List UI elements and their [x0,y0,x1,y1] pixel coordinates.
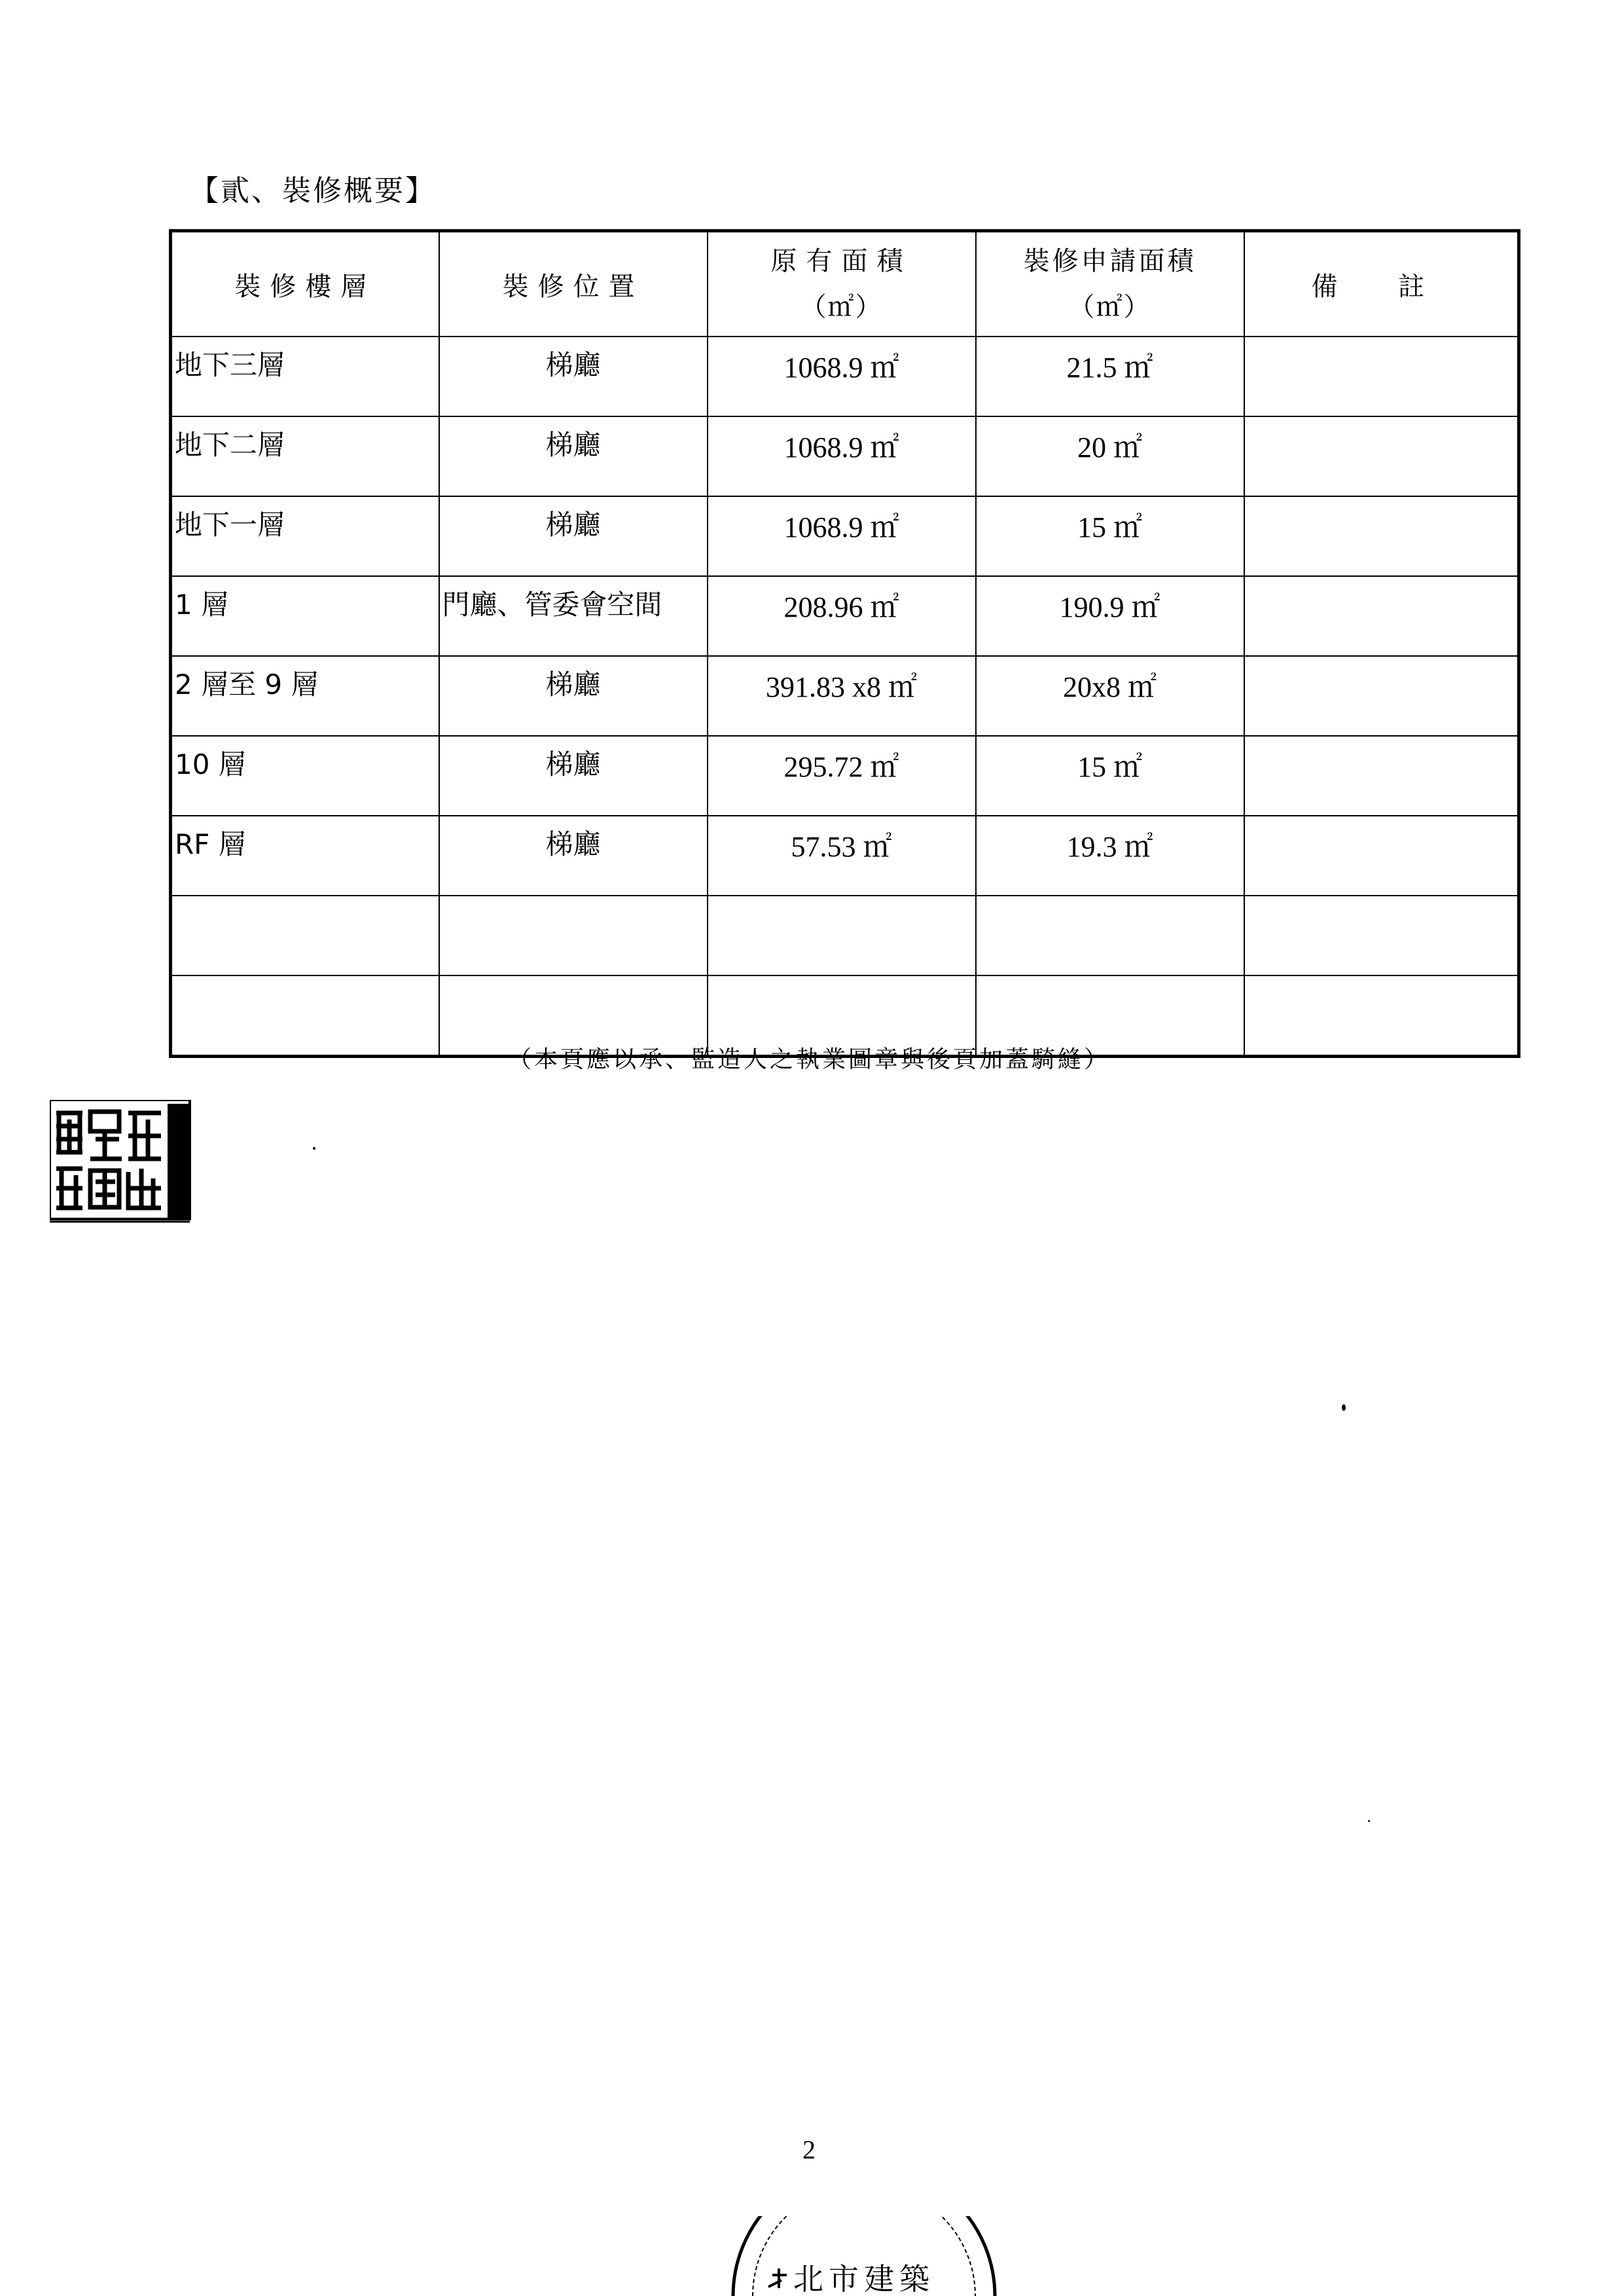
cell-remarks [1244,656,1519,736]
header-original-area-unit: （㎡） [800,292,883,322]
seal-text: 北市建築 [793,2261,935,2296]
cell-floor: 地下二層 [171,416,439,496]
cell-original-area: 57.53 ㎡ [708,816,976,896]
scan-speck [1368,1820,1370,1822]
cell-location: 梯廳 [439,736,708,816]
cell-remarks [1244,576,1519,656]
cell-empty [708,896,976,975]
cell-original-area: 1068.9 ㎡ [708,416,976,496]
cell-floor: RF 層 [171,816,439,896]
table-row [171,816,1519,896]
cell-remarks [1244,496,1519,576]
cell-location: 梯廳 [439,816,708,896]
scan-speck [313,1147,315,1150]
table-row [171,736,1519,816]
cell-location: 梯廳 [439,337,708,416]
cell-empty [171,896,439,975]
table-row [171,416,1519,496]
header-applied-area [976,231,1244,337]
cell-empty [1244,896,1519,975]
cell-floor: 10 層 [171,736,439,816]
table-header-row [171,231,1519,337]
cell-applied-area: 190.9 ㎡ [976,576,1244,656]
cell-original-area: 1068.9 ㎡ [708,496,976,576]
cell-original-area: 208.96 ㎡ [708,576,976,656]
header-location: 裝修位置 [439,231,708,337]
cell-applied-area: 21.5 ㎡ [976,337,1244,416]
table-row [171,337,1519,416]
cell-location: 梯廳 [439,416,708,496]
table-row [171,656,1519,736]
cell-applied-area: 19.3 ㎡ [976,816,1244,896]
cell-location: 門廳、管委會空間 [439,576,708,656]
cell-floor: 地下三層 [171,337,439,416]
page-number: 2 [802,2135,816,2164]
header-original-area [708,231,976,337]
cell-original-area: 295.72 ㎡ [708,736,976,816]
cell-remarks [1244,416,1519,496]
cell-empty [976,896,1244,975]
cell-floor: 2 層至 9 層 [171,656,439,736]
cell-applied-area: 15 ㎡ [976,496,1244,576]
header-applied-area-unit: （㎡） [1068,292,1151,322]
cell-location: 梯廳 [439,656,708,736]
cell-remarks [1244,816,1519,896]
header-remarks: 備 註 [1244,231,1519,337]
cell-remarks [1244,736,1519,816]
cell-original-area: 1068.9 ㎡ [708,337,976,416]
cell-applied-area: 20 ㎡ [976,416,1244,496]
cell-original-area: 391.83 x8 ㎡ [708,656,976,736]
scan-speck [1342,1404,1346,1411]
cell-location: 梯廳 [439,496,708,576]
table-row [171,576,1519,656]
header-floor: 裝修樓層 [171,231,439,337]
header-original-area-label: 原有面積 [770,246,912,276]
header-applied-area-label: 裝修申請面積 [1023,246,1196,276]
building-office-seal [713,2216,1015,2296]
cell-empty [439,896,708,975]
table-row-empty [171,896,1519,975]
renovation-summary-table [169,229,1520,1058]
architect-seal-stamp [50,1100,194,1224]
cell-remarks [1244,337,1519,416]
section-title: 【貳、裝修概要】 [190,174,436,208]
cell-applied-area: 15 ㎡ [976,736,1244,816]
cell-floor: 1 層 [171,576,439,656]
seal-instruction-note: （本頁應以承、監造人之執業圖章與後頁加蓋騎縫） [507,1046,1110,1073]
table-row [171,496,1519,576]
cell-floor: 地下一層 [171,496,439,576]
cell-applied-area: 20x8 ㎡ [976,656,1244,736]
